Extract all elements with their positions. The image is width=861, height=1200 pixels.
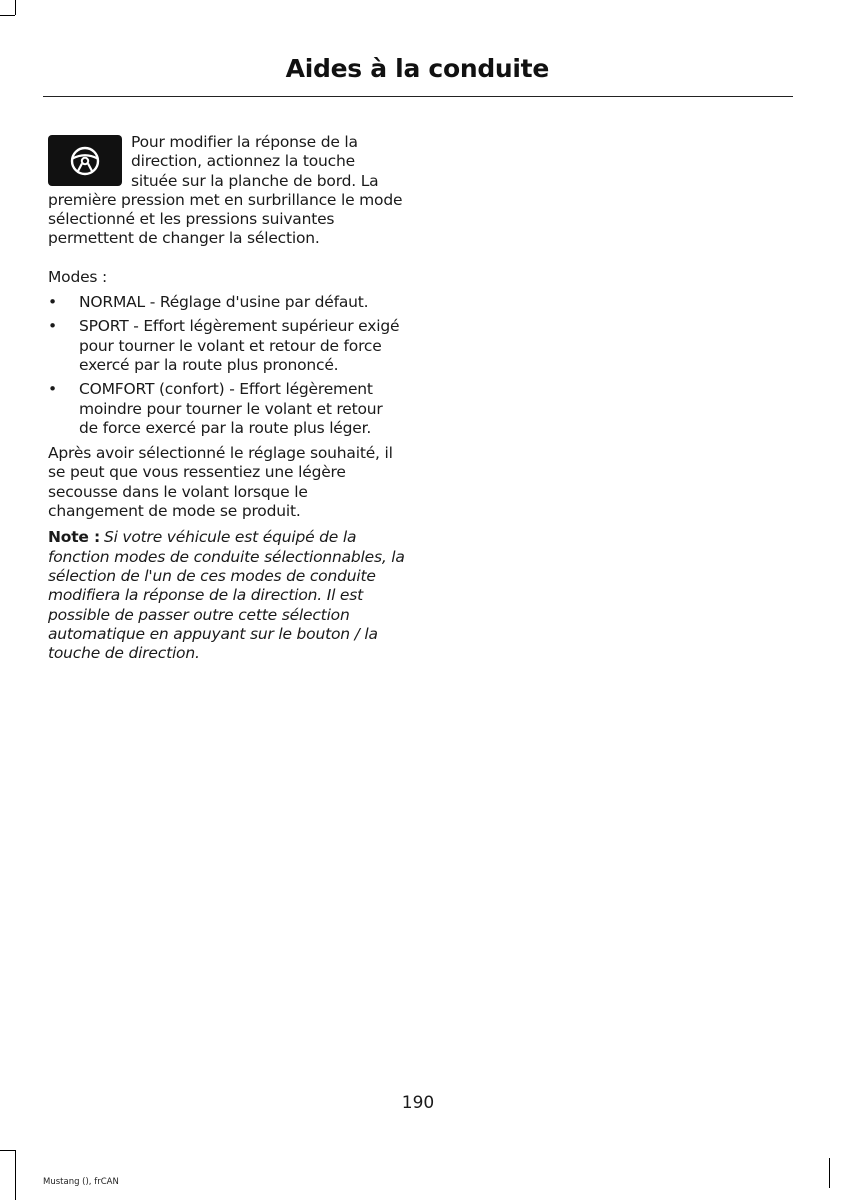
list-item	[48, 317, 405, 375]
note-label: Note :	[48, 528, 100, 547]
bullet: •	[48, 293, 57, 312]
mode-text: SPORT - Effort légèrement supérieur exigé pour tourner le volant et retour de force exercé par la route plus prononcé.	[79, 317, 400, 374]
footer-meta: Mustang (), frCAN	[43, 1177, 119, 1187]
note-paragraph	[48, 528, 405, 663]
list-item	[48, 380, 405, 438]
crop-mark-top-left-vertical	[15, 0, 16, 15]
modes-label: Modes :	[48, 267, 108, 286]
steering-wheel-icon	[48, 135, 122, 186]
title-divider	[43, 96, 793, 97]
intro-paragraph	[48, 133, 405, 249]
crop-mark-bottom-left-horizontal	[0, 1150, 15, 1151]
after-selection-paragraph: Après avoir sélectionné le réglage souhaité, il se peut que vous ressentiez une légère secousse dans le volant lorsque le changement de mode se produit.	[48, 444, 393, 521]
mode-text: NORMAL - Réglage d'usine par défaut.	[79, 293, 369, 312]
crop-mark-top-left-horizontal	[0, 15, 15, 16]
bullet: •	[48, 380, 57, 399]
bullet: •	[48, 317, 57, 336]
crop-mark-bottom-left-vertical	[15, 1150, 16, 1200]
mode-text: COMFORT (confort) - Effort légèrement moindre pour tourner le volant et retour de force exercé par la route plus léger.	[79, 380, 383, 437]
list-item	[48, 293, 405, 312]
note-text: Si votre véhicule est équipé de la fonction modes de conduite sélectionnables, la sélection de l'un de ces modes de conduite modifiera la réponse de la direction. Il est possible de passer outre cette sélection automatique en appuyant sur le bouton / la touche de direction.	[48, 528, 405, 663]
intro-text: Pour modifier la réponse de la direction, actionnez la touche située sur la planche de bord. La première pression met en surbrillance le mode sélectionné et les pressions suivantes permettent de changer la sélection.	[48, 133, 403, 248]
page-number: 190	[401, 1093, 435, 1113]
content-column	[48, 133, 405, 663]
crop-mark-bottom-right-vertical	[829, 1158, 830, 1188]
modes-list	[48, 293, 405, 438]
page-title: Aides à la conduite	[285, 54, 549, 83]
